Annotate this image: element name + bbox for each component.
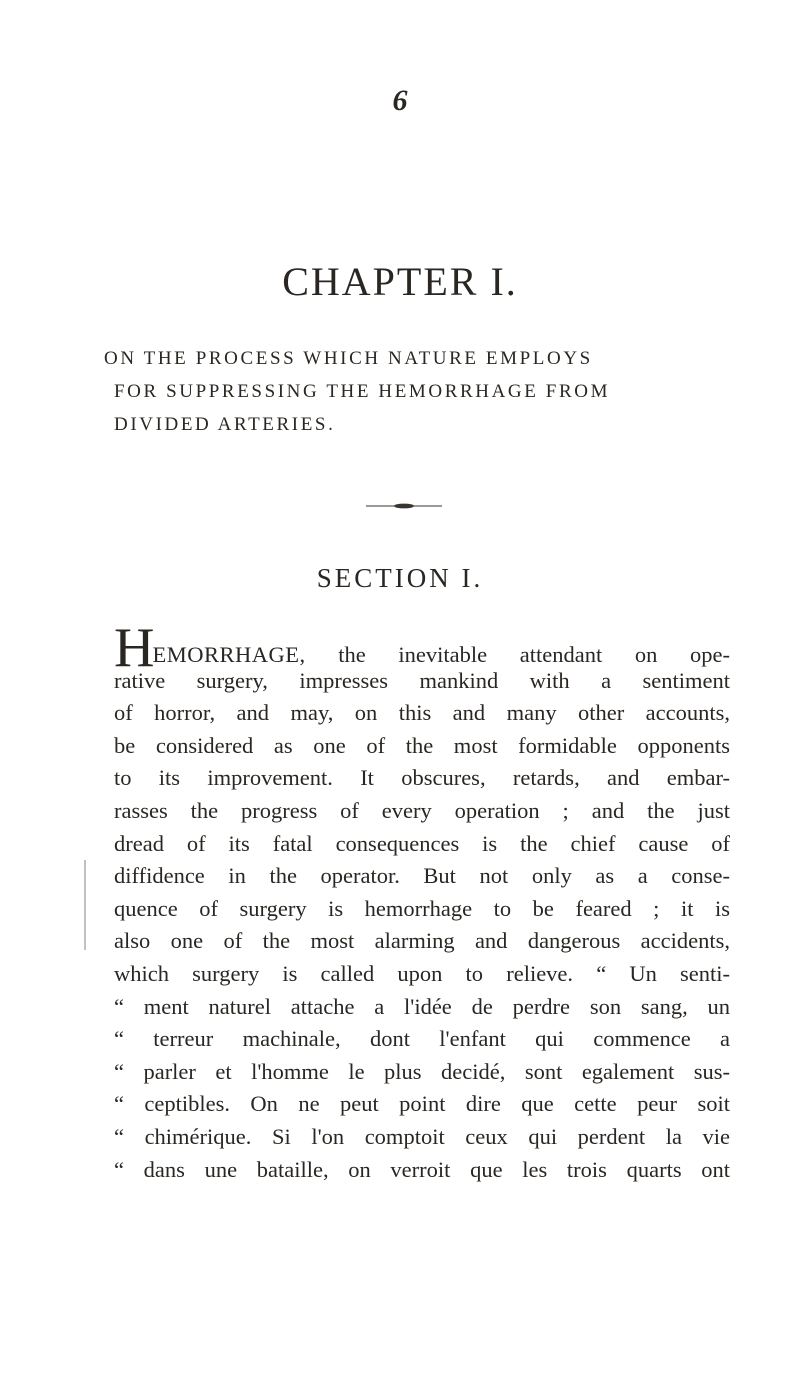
chapter-subtitle-line: DIVIDED ARTERIES.	[114, 414, 336, 435]
body-line: rasses the progress of every operation ; and the just	[114, 797, 730, 823]
body-line: “ ceptibles. On ne peut point dire que cette peur soit	[114, 1091, 730, 1117]
body-line: “ chimérique. Si l'on comptoit ceux qui perdent la vie	[114, 1123, 730, 1149]
body-line: be considered as one of the most formidable opponents	[114, 732, 730, 758]
chapter-title: CHAPTER I.	[282, 259, 518, 304]
margin-mark	[84, 860, 86, 950]
body-line: diffidence in the operator. But not only as a conse-	[114, 863, 730, 889]
body-line: “ parler et l'homme le plus decidé, sont egalement sus-	[114, 1058, 730, 1084]
body-line: “ ment naturel attache a l'idée de perdre son sang, un	[114, 993, 730, 1019]
body-line: rative surgery, impresses mankind with a sentiment	[114, 667, 730, 693]
page-number: 6	[392, 84, 408, 117]
chapter-subtitle	[104, 342, 734, 441]
chapter-subtitle-line: FOR SUPPRESSING THE HEMORRHAGE FROM	[114, 381, 611, 402]
body-paragraph	[114, 617, 730, 1186]
body-line: dread of its fatal consequences is the chief cause of	[114, 830, 730, 856]
body-line: to its improvement. It obscures, retards, and embar-	[114, 765, 730, 791]
body-line: of horror, and may, on this and many other accounts,	[114, 700, 730, 726]
body-line: “ terreur machinale, dont l'enfant qui commence a	[114, 1026, 730, 1052]
body-line: “ dans une bataille, on verroit que les trois quarts ont	[114, 1156, 730, 1182]
body-line: quence of surgery is hemorrhage to be feared ; it is	[114, 895, 730, 921]
first-word: EMORRHAGE,	[152, 642, 306, 667]
ornament-rule	[366, 503, 442, 509]
body-line: which surgery is called upon to relieve. “ Un senti-	[114, 960, 730, 986]
body-line	[114, 617, 730, 679]
chapter-subtitle-line: ON THE PROCESS WHICH NATURE EMPLOYS	[104, 348, 593, 369]
body-line: also one of the most alarming and dangerous accidents,	[114, 928, 730, 954]
drop-cap: H	[114, 617, 155, 679]
body-line-text: the inevitable attendant on ope-	[305, 642, 730, 667]
section-title: SECTION I.	[316, 563, 484, 593]
